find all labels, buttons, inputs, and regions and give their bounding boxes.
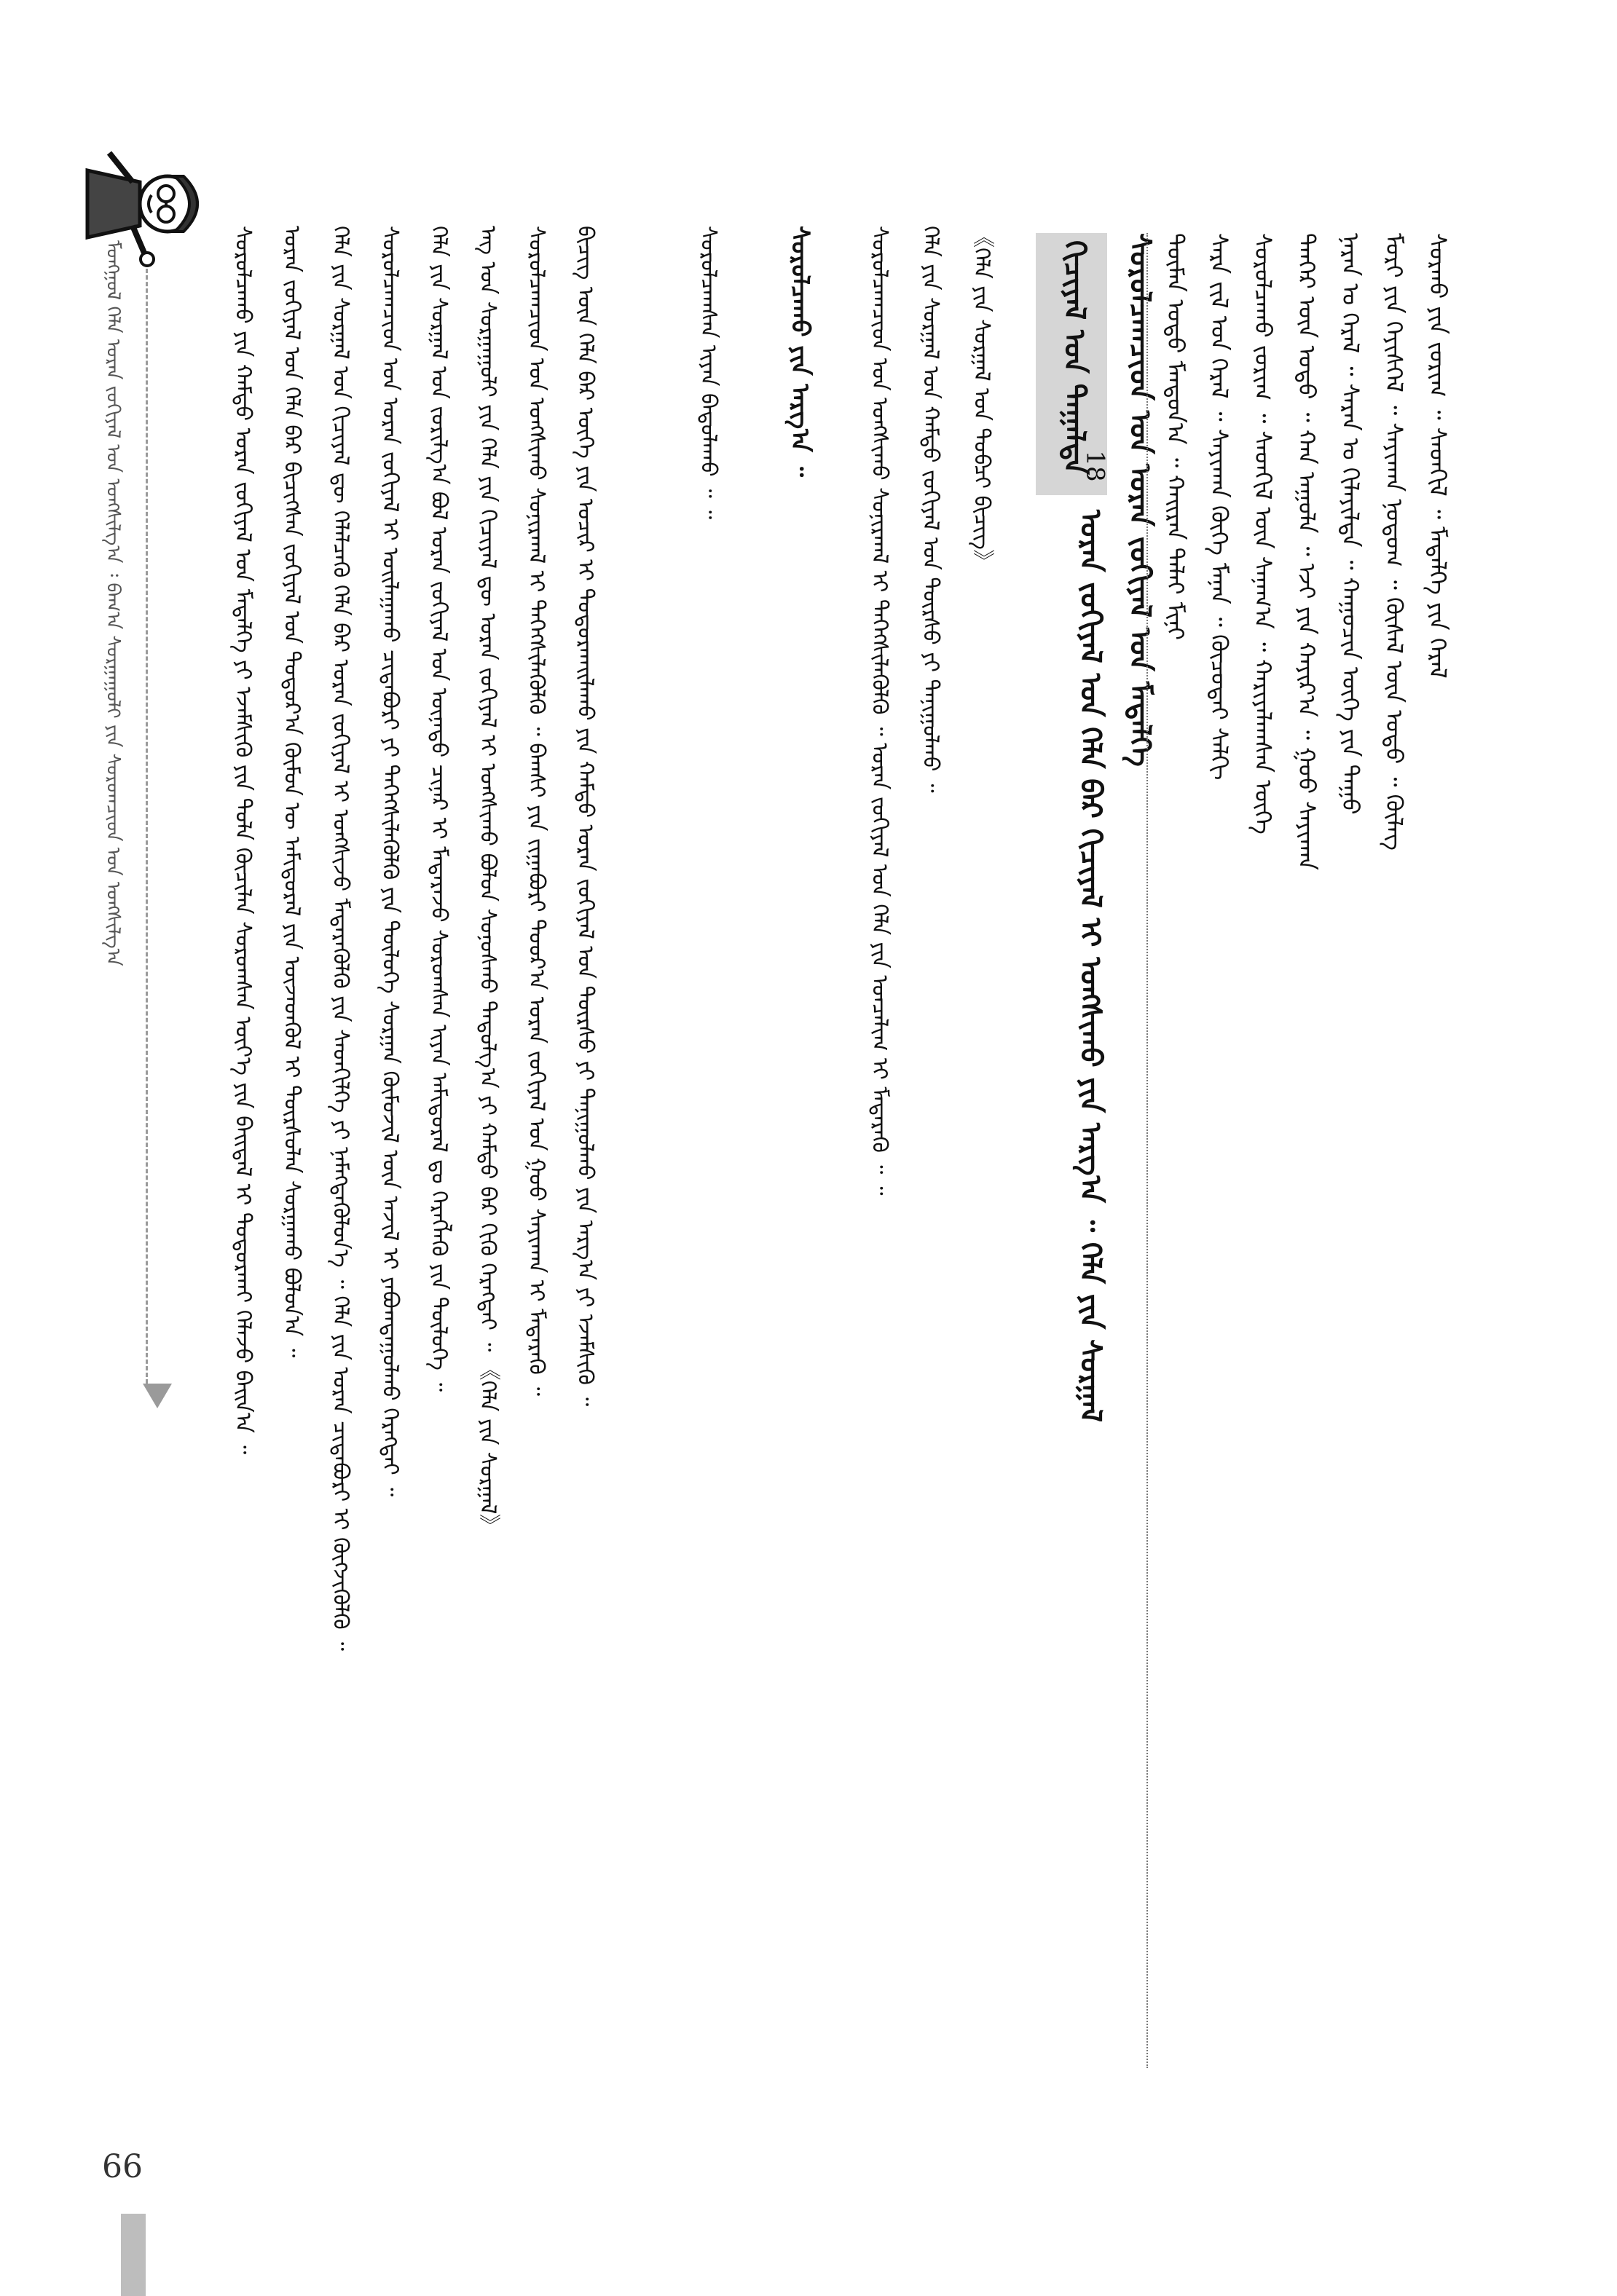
- dashed-guide-line: [146, 262, 148, 1384]
- body-text-column: ᠬᠡᠯᠡ ᠶᠢᠨ ᠰᠤᠷᠭᠠᠯ ᠤᠨ ᠬᠢᠴᠢᠶᠡᠯ ᠳᠦ ᠬᠡᠯᠡᠯᠴᠡᠬᠦ ᠬᠡᠯᠡ ᠪᠡᠷ ᠤᠷᠠᠨ ᠵᠣᠬᠢᠶᠠᠯ ᠢ ᠤᠩᠰᠢᠵᠤ ᠮᠡᠳᠡᠷᠡᠭᠦᠯᠬᠦ ᠶᠢᠨ ᠰᠡᠳᠬᠢᠯᠭᠡ ᠶᠢ ᠨᠡᠮᠡᠭᠳᠡᠭᠦᠯᠦᠨ᠎ᠡ ᠃ ᠬᠡᠯᠡ ᠶᠢᠨ ᠤᠷᠠᠨ ᠴᠢᠳᠠᠪᠤᠷᠢ ᠢ ᠬᠥᠭᠵᠢᠭᠦᠯᠬᠦ ᠃: [328, 226, 353, 1651]
- body-text-column: ᠰᠤᠷᠤᠯᠴᠠᠬᠤ ᠶᠢᠨ ᠬᠠᠮᠲᠤ ᠤᠷᠠᠨ ᠵᠣᠬᠢᠶᠠᠯ ᠤᠨ ᠮᠡᠳᠡᠯᠭᠡ ᠶᠢ ᠡᠵᠡᠮᠰᠢᠬᠦ ᠶᠢᠨ ᠲᠤᠯᠠ ᠬᠦᠴᠢᠯᠡᠨ ᠰᠤᠷᠤᠭᠰᠠᠨ ᠦᠶ᠎ᠡ ᠶᠢᠨ ᠪᠠᠢᠳᠠᠯ ᠢ ᠲᠣᠳᠣᠷᠬᠠᠢ ᠬᠡᠯᠡᠵᠦ ᠪᠠᠢᠨ᠎ᠠ ᠃: [230, 226, 256, 1455]
- page-edge-tab: [121, 2214, 146, 2296]
- title-badge-number: 18: [1080, 450, 1110, 482]
- body-trailing-line: ᠰᠤᠷᠤᠯᠴᠠᠭᠰᠠᠨ ᠢᠶᠠᠨ ᠪᠠᠲᠤᠯᠠᠬᠤ ᠃ ᠃: [696, 226, 721, 520]
- poem-column: ᠲᠦᠮᠡᠨ ᠣᠳᠣ ᠮᠠᠨᠳᠤᠨ᠎ᠠ ᠃ ᠬᠠᠢᠷᠠᠨ ᠳᠠᠯᠠᠢ ᠮᠢᠨᠢ: [1162, 233, 1189, 641]
- poem-column: ᠲᠡᠨᠭᠡᠷ ᠦᠨ ᠣᠳᠣ ᠃ ᠬᠠᠨ ᠠᠭᠤᠯᠠ ᠃ ᠡᠵᠢ ᠶᠢᠨ ᠬᠠᠶᠢᠷ᠎ᠠ ᠃ ᠭᠣᠣ ᠰᠠᠶᠢᠬᠠᠨ: [1293, 233, 1321, 871]
- body-text-column: ᠡᠩ ᠤᠨ ᠰᠤᠷᠭᠠᠭᠤᠯᠢ ᠶᠢᠨ ᠬᠡᠯᠡ ᠶᠢᠨ ᠬᠢᠴᠢᠶᠡᠯ ᠳᠦ ᠤᠷᠠᠨ ᠵᠣᠬᠢᠶᠠᠯ ᠢ ᠤᠩᠰᠢᠬᠤ ᠪᠤᠯᠤᠨ ᠰᠣᠨᠣᠰᠬᠤ ᠳᠠᠳᠤᠯᠭ᠎ᠠ ᠶᠢ ᠬᠠᠮᠲᠤ ᠪᠡᠷ ᠬᠢᠬᠦ ᠬᠡᠷᠡᠭᠲᠡᠢ ᠃ 《ᠬᠡᠯᠡ ᠶᠢᠨ ᠰᠤᠷᠭᠠᠯ》: [475, 226, 500, 1536]
- page-number: 66: [102, 2148, 143, 2185]
- section-title: ᠤᠷᠠᠨ ᠵᠣᠬᠢᠶᠠᠯ ᠤᠨ ᠬᠡᠯᠡ ᠪᠡᠷ ᠬᠢᠴᠢᠶᠡᠯ ᠢ ᠤᠩᠰᠢᠬᠤ ᠶᠢᠨ ᠠᠷᠭ᠎ᠠ ᠃ ᠬᠡᠯᠡ ᠶᠢᠨ ᠰᠤᠷᠭᠠᠯ: [1074, 510, 1107, 1423]
- poem-column: ᠨᠠᠷᠠᠨ ᠤ ᠭᠡᠷᠡᠯ ᠃ ᠰᠠᠷᠠᠨ ᠤ ᠭᠢᠯᠠᠶᠢᠯᠲᠠ ᠃ ᠬᠠᠭᠤᠴᠢᠨ ᠦᠭᠡ ᠶᠢᠨ ᠳᠠᠭᠤ: [1337, 233, 1364, 815]
- body-text-column: ᠬᠡᠯᠡ ᠶᠢᠨ ᠰᠤᠷᠭᠠᠯ ᠤᠨ ᠵᠣᠷᠢᠯᠭ᠎ᠠ ᠪᠣᠯ ᠤᠷᠠᠨ ᠵᠣᠬᠢᠶᠠᠯ ᠤᠨ ᠦᠨᠡᠲᠦ ᠴᠢᠨᠠᠷ ᠢ ᠮᠡᠳᠡᠷᠡᠵᠦ ᠰᠤᠷᠤᠭᠰᠠᠨ ᠢᠶᠠᠨ ᠠᠮᠢᠳᠤᠷᠠᠯ ᠳᠤ ᠬᠡᠷᠡᠭᠯᠡᠬᠦ ᠶᠢᠨ ᠲᠥᠯᠥᠭᠡ ᠃: [426, 226, 452, 1392]
- poem-column: ᠮᠣᠷᠢ ᠶᠢᠨ ᠬᠡᠶᠢᠰᠬᠡᠯ ᠃ ᠰᠠᠶᠢᠬᠠᠨ ᠨᠤᠲᠤᠭ ᠃ ᠬᠦᠰᠡᠯ ᠦᠨ ᠣᠳᠣ ᠃ ᠬᠦᠯᠡᠭ: [1380, 233, 1408, 851]
- poem-column: ᠰᠠᠷᠠ ᠵᠢᠯ ᠤᠨ ᠭᠡᠷᠡᠯ ᠃ ᠰᠠᠶᠢᠬᠠᠨ ᠬᠥᠬᠡ ᠮᠠᠨᠠᠨ ᠃ ᠬᠦᠴᠦᠲᠡᠢ ᠰᠠᠯᠬᠢ: [1205, 233, 1233, 781]
- running-header: ᠮᠣᠩᠭᠣᠯ ᠬᠡᠯᠡ ᠤᠷᠠᠨ ᠵᠣᠬᠢᠶᠠᠯ ᠤᠨ ᠤᠩᠰᠢᠯᠭ᠎ᠠ ᠄ ᠪᠠᠭ᠎ᠠ ᠰᠤᠷᠭᠠᠭᠤᠯᠢ ᠶᠢᠨ ᠰᠤᠷᠤᠭᠴᠢᠳ ᠤᠨ ᠤᠩᠰᠢᠯᠭ᠎ᠠ: [102, 240, 124, 966]
- poem-column: ᠰᠤᠷᠤᠯᠴᠠᠬᠤ ᠵᠣᠷᠢᠭ ᠃ ᠰᠡᠳᠬᠢᠯ ᠦᠨ ᠰᠠᠨᠠᠭ᠎ᠠ ᠃ ᠬᠠᠷᠢᠶᠠᠯᠠᠭᠰᠠᠨ ᠦᠭᠡ: [1249, 233, 1277, 835]
- body-text-column: ᠰᠤᠷᠤᠯᠴᠠᠭᠴᠢᠳ ᠤᠨ ᠤᠷᠠᠨ ᠵᠣᠬᠢᠶᠠᠯ ᠢ ᠣᠢᠯᠠᠭᠠᠬᠤ ᠴᠢᠳᠠᠪᠤᠷᠢ ᠶᠢ ᠳᠡᠭᠡᠭᠰᠢᠯᠡᠭᠦᠯᠬᠦ ᠶᠢᠨ ᠲᠥᠯᠥᠭᠡ ᠰᠤᠷᠭᠠᠨ ᠬᠥᠮᠦᠵᠢᠯ ᠦᠨ ᠠᠵᠢᠯ ᠢ ᠶᠠᠪᠤᠭᠳᠠᠭᠤᠯᠬᠤ ᠬᠡᠷᠡᠭᠲᠡᠢ ᠃: [377, 226, 403, 1497]
- section-bullet-line: ᠰᠤᠷᠤᠯᠴᠠᠬᠤ ᠶᠢᠨ ᠠᠷᠭ᠎ᠠ ᠃: [785, 226, 814, 477]
- intro-text-column: ᠰᠤᠷᠤᠯᠴᠠᠭᠴᠢᠳ ᠤᠨ ᠤᠩᠰᠢᠬᠤ ᠰᠣᠨᠢᠷᠬᠠᠯ ᠢ ᠳᠡᠭᠡᠭᠰᠢᠯᠡᠭᠦᠯᠬᠦ ᠃ ᠤᠷᠠᠨ ᠵᠣᠬᠢᠶᠠᠯ ᠤᠨ ᠬᠡᠯᠡ ᠶᠢᠨ ᠣᠨᠴᠠᠯᠢᠭ ᠢ ᠮᠡᠳᠡᠷᠡᠬᠦ ᠃ ᠃: [867, 226, 892, 1196]
- title-badge-label: ᠬᠢᠴᠢᠶᠡᠯ ᠤᠨ ᠳᠠᠭᠠᠯᠲᠠ: [1058, 240, 1091, 475]
- reading-boy-mascot-icon: [66, 131, 226, 277]
- intro-citation-column: 《ᠬᠡᠯᠡ ᠶᠢᠨ ᠰᠤᠷᠭᠠᠯ ᠤᠨ ᠲᠣᠪᠴᠢ ᠪᠢᠴᠢᠭ᠌》: [969, 226, 994, 572]
- body-text-column: ᠰᠤᠷᠤᠯᠴᠠᠭᠴᠢᠳ ᠤᠨ ᠤᠩᠰᠢᠬᠤ ᠰᠣᠨᠢᠷᠬᠠᠯ ᠢ ᠳᠡᠭᠡᠭᠰᠢᠯᠡᠭᠦᠯᠬᠦ ᠃ ᠪᠠᠭᠰᠢ ᠶᠢᠨ ᠵᠢᠭᠠᠪᠤᠷᠢ ᠳᠣᠣᠷ᠎ᠠ ᠤᠷᠠᠨ ᠵᠣᠬᠢᠶᠠᠯ ᠤᠨ ᠭᠣᠣ ᠰᠠᠶᠢᠬᠠᠨ ᠢ ᠮᠡᠳᠡᠷᠡᠬᠦ ᠃: [524, 226, 549, 1397]
- triangle-marker-icon: [143, 1384, 172, 1408]
- section-title-continued: ᠰᠤᠷᠤᠯᠴᠠᠭᠴᠢᠳ ᠤᠨ ᠤᠷᠠᠨ ᠵᠣᠬᠢᠶᠠᠯ ᠤᠨ ᠮᠡᠳᠡᠯᠭᠡ: [1123, 233, 1157, 767]
- body-text-column: ᠪᠢᠴᠢᠭ᠌ ᠦᠨ ᠬᠡᠯᠡ ᠪᠡᠷ ᠦᠭᠡ ᠶᠢᠨ ᠤᠴᠢᠷ ᠢ ᠲᠣᠳᠣᠷᠬᠠᠢᠯᠠᠬᠤ ᠶᠢᠨ ᠬᠠᠮᠲᠤ ᠤᠷᠠᠨ ᠵᠣᠬᠢᠶᠠᠯ ᠤᠨ ᠳᠦᠷᠰᠦ ᠶᠢ ᠲᠠᠨᠢᠭᠤᠯᠬᠤ ᠶᠢᠨ ᠠᠷᠭ᠎ᠠ ᠶᠢ ᠡᠵᠡᠮᠰᠢᠬᠦ ᠃: [573, 226, 598, 1407]
- body-text-column: ᠤᠷᠠᠨ ᠵᠣᠬᠢᠶᠠᠯ ᠤᠨ ᠬᠡᠯᠡ ᠪᠡᠷ ᠪᠢᠴᠢᠭᠰᠡᠨ ᠵᠣᠬᠢᠶᠠᠯ ᠤᠨ ᠳᠣᠲᠣᠷ᠎ᠠ ᠬᠦᠮᠦᠨ ᠦ ᠠᠮᠢᠳᠤᠷᠠᠯ ᠶᠢᠨ ᠦᠵᠡᠳᠬᠦᠯ ᠢ ᠳᠦᠷᠰᠦᠯᠡᠨ ᠰᠤᠷᠭᠠᠬᠤ ᠪᠤᠯᠤᠨ᠎ᠠ ᠃: [279, 226, 304, 1358]
- poem-column: ᠰᠤᠷᠬᠤ ᠶᠢᠨ ᠵᠣᠷᠢᠭ ᠃ ᠰᠡᠳᠬᠢᠯ ᠃ ᠮᠡᠳᠡᠯᠭᠡ ᠶᠢᠨ ᠭᠡᠷᠡᠯ: [1424, 233, 1452, 679]
- intro-text-column: ᠬᠡᠯᠡ ᠶᠢᠨ ᠰᠤᠷᠭᠠᠯ ᠤᠨ ᠬᠠᠮᠲᠤ ᠵᠣᠬᠢᠶᠠᠯ ᠤᠨ ᠳᠦᠷᠰᠦ ᠶᠢ ᠲᠠᠨᠢᠭᠤᠯᠬᠤ ᠃: [918, 226, 943, 793]
- dotted-divider: [1146, 233, 1148, 2068]
